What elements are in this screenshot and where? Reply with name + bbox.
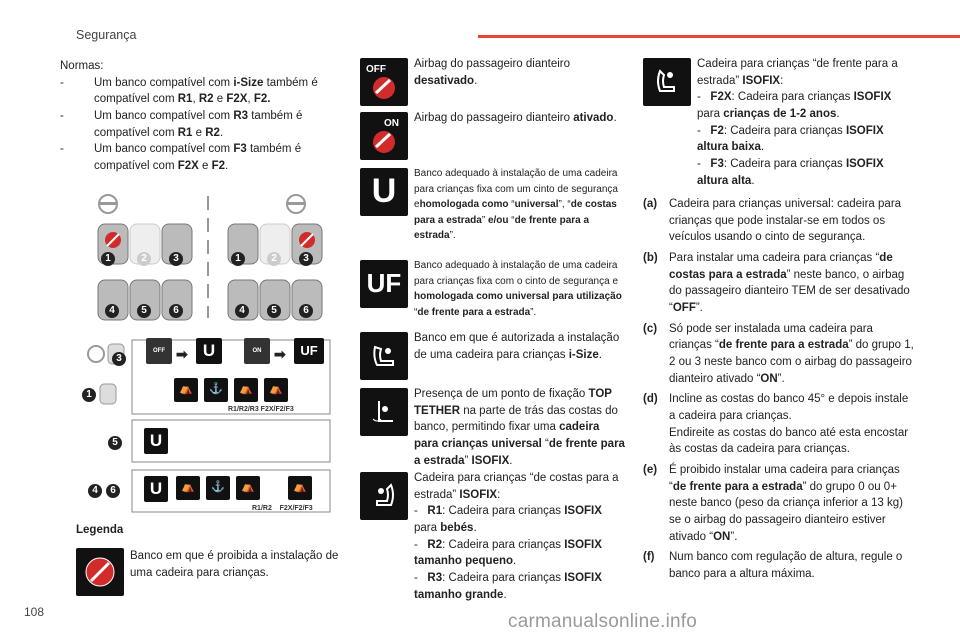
legend-entry-text: Presença de um ponto de fixação TOP TETHER na parte de trás das costas do banco, permitindo fixar uma cadeira para crianças universal “de frente para a estrada” ISOFIX. (414, 388, 625, 467)
universal-u-icon: U (144, 428, 168, 454)
airbag-off-icon (360, 58, 408, 106)
arrow-right-icon: ➡ (274, 346, 286, 362)
normas-item: - Um banco compatível com i-Size também é compatível com R1, R2 e F2X, F2. (60, 76, 318, 106)
seat-number: 3 (112, 352, 126, 366)
definition-item (643, 391, 915, 458)
isofix-rear-facing-icon: ⛺ (234, 378, 258, 402)
airbag-on-icon: ON (244, 338, 270, 364)
legend-entry-tether (360, 386, 630, 469)
universal-icon: U (360, 168, 408, 216)
legend-entry-text: Banco em que é autorizada a instalação de uma cadeira para crianças i-Size. (414, 332, 620, 361)
airbag-on-icon (360, 112, 408, 160)
universal-uf-icon: UF (294, 338, 324, 364)
definition-text: É proibido instalar uma cadeira para crianças “de frente para a estrada” do grupo 0 ou 0+ neste banco (peso da criança inferior a 13 kg) se o airbag do passageiro dianteiro estiver ativado “ON”. (669, 464, 903, 543)
seat-number: 1 (82, 388, 96, 402)
seat-number: 5 (108, 436, 122, 450)
isofix-rear-facing-icon: ⛺ (236, 476, 260, 500)
legend-entry-text: Cadeira para crianças “de costas para a estrada” ISOFIX: - R1: Cadeira para crianças ISOFIX para bebés. - R2: Cadeira para crianças ISOFIX tamanho pequeno. - R3: Cadeira para crianças ISOFIX tamanho grande. (414, 472, 619, 601)
legend-entry-universal (360, 166, 630, 244)
seat-number: 6 (299, 304, 313, 318)
seat-number: 4 (235, 304, 249, 318)
steering-wheel-icon-left (99, 195, 117, 213)
tether-icon (360, 388, 408, 436)
legend-entry-text: Airbag do passageiro dianteiro desativado. (414, 58, 570, 87)
legend-forbidden (76, 548, 346, 598)
top-tether-icon: ⚓ (204, 378, 228, 402)
seat-number: 2 (137, 252, 151, 266)
definition-item (643, 250, 915, 317)
top-tether-icon: ⚓ (206, 476, 230, 500)
definition-label: (a) (643, 198, 658, 210)
definition-item (643, 462, 915, 545)
definition-text: Incline as costas do banco 45° e depois instale a cadeira para crianças. Endireite as costas do banco até esta encostar às costas da cadeira para crianças. (669, 393, 909, 456)
seat-number: 4 (105, 304, 119, 318)
seat-number: 2 (267, 252, 281, 266)
definition-text: Só pode ser instalada uma cadeira para crianças “de frente para a estrada” do grupo 1, 2 ou 3 neste banco com o airbag do passageiro dianteiro ativado “ON”. (669, 322, 914, 385)
normas-item: - Um banco compatível com R3 também é compatível com R1 e R2. (60, 110, 303, 139)
seat-number: 6 (106, 484, 120, 498)
isofix-front-facing-icon (643, 58, 691, 106)
watermark: carmanualsonline.info (508, 611, 698, 632)
definition-label: (b) (643, 252, 658, 265)
uf-icon: UF (360, 260, 408, 308)
seat-number: 6 (169, 304, 183, 318)
definition-text: Num banco com regulação de altura, regule o banco para a altura máxima. (669, 551, 903, 581)
normas-item: - Um banco compatível com F3 também é compatível com F2X e F2. (60, 143, 302, 173)
seat-number: 1 (231, 252, 245, 266)
definition-label: (c) (643, 322, 658, 335)
isofix-front-text: Cadeira para crianças “de frente para a estrada” ISOFIX: - F2X: Cadeira para crianças ISOFIX para crianças de 1-2 anos. - F2: Cadeira para crianças ISOFIX altura baixa. - F3: Cadeira para crianças ISOFIX altura alta. (697, 58, 898, 187)
forbidden-icon (76, 548, 124, 596)
definition-label: (d) (643, 393, 658, 406)
arrow-right-icon: ➡ (176, 346, 188, 362)
legend-forbidden-text: Banco em que é proibida a instalação de uma cadeira para crianças. (130, 550, 339, 579)
header-accent-bar (478, 35, 960, 38)
steering-wheel-icon-right (287, 195, 305, 213)
definition-label: (e) (643, 464, 658, 477)
panel-row-label: R1/R2/R3 F2X/F2/F3 (228, 406, 294, 413)
svg-text:OFF: OFF (366, 64, 386, 75)
seat-number: 3 (299, 252, 313, 266)
seat-number: 5 (267, 304, 281, 318)
legend-entry-text: Banco adequado à instalação de uma cadeira para crianças fixa com um cinto de segurança ehomologada como “universal”, “de costas para a estrada” e/ou “de frente para a estrada”. (414, 168, 618, 241)
definition-item (643, 196, 915, 246)
isofix-front-entry (643, 56, 913, 189)
isize-seat-icon: ⛺ (176, 476, 200, 500)
isofix-front-facing-icon: ⛺ (264, 378, 288, 402)
panel-row-label: R1/R2 F2X/F2/F3 (252, 505, 313, 512)
isofix-rear-icon (360, 472, 408, 520)
universal-u-icon: U (196, 338, 222, 364)
definitions-list (643, 196, 915, 587)
definition-label: (f) (643, 551, 655, 564)
normas-list (60, 75, 350, 175)
normas-block (60, 58, 350, 175)
legend-entry-isize (360, 330, 630, 363)
legend-entry-isofix-rear (360, 470, 630, 603)
isize-icon (360, 332, 408, 380)
isofix-front-facing-icon: ⛺ (288, 476, 312, 500)
page-number: 108 (24, 605, 45, 619)
seat-diagram (80, 188, 340, 518)
seat-number: 4 (88, 484, 102, 498)
definition-text: Cadeira para crianças universal: cadeira para crianças que pode instalar-se em todos os veículos usando o cinto de segurança. (669, 198, 902, 244)
seat-number: 1 (101, 252, 115, 266)
legend-entry-airbag-off (360, 56, 630, 89)
seat-number: 3 (169, 252, 183, 266)
legend-entry-airbag-on (360, 110, 630, 127)
legend-title: Legenda (76, 524, 124, 536)
section-title: Segurança (76, 28, 137, 42)
svg-text:ON: ON (384, 118, 399, 129)
seat-number: 5 (137, 304, 151, 318)
legend-entry-uf (360, 258, 630, 320)
isize-seat-icon: ⛺ (174, 378, 198, 402)
normas-title: Normas: (60, 60, 104, 72)
universal-u-icon: U (144, 476, 168, 502)
airbag-off-icon: OFF (146, 338, 172, 364)
definition-text: Para instalar uma cadeira para crianças “de costas para a estrada” neste banco, o airbag do passageiro dianteiro TEM de ser desativado “OFF”. (669, 252, 910, 315)
definition-item (643, 549, 915, 582)
legend-entry-text: Banco adequado à instalação de uma cadeira para crianças fixa com o cinto de segurança e homologada como universal para utilização “de frente para a estrada”. (414, 260, 622, 318)
definition-item (643, 321, 915, 388)
legend-entry-text: Airbag do passageiro dianteiro ativado. (414, 112, 617, 124)
